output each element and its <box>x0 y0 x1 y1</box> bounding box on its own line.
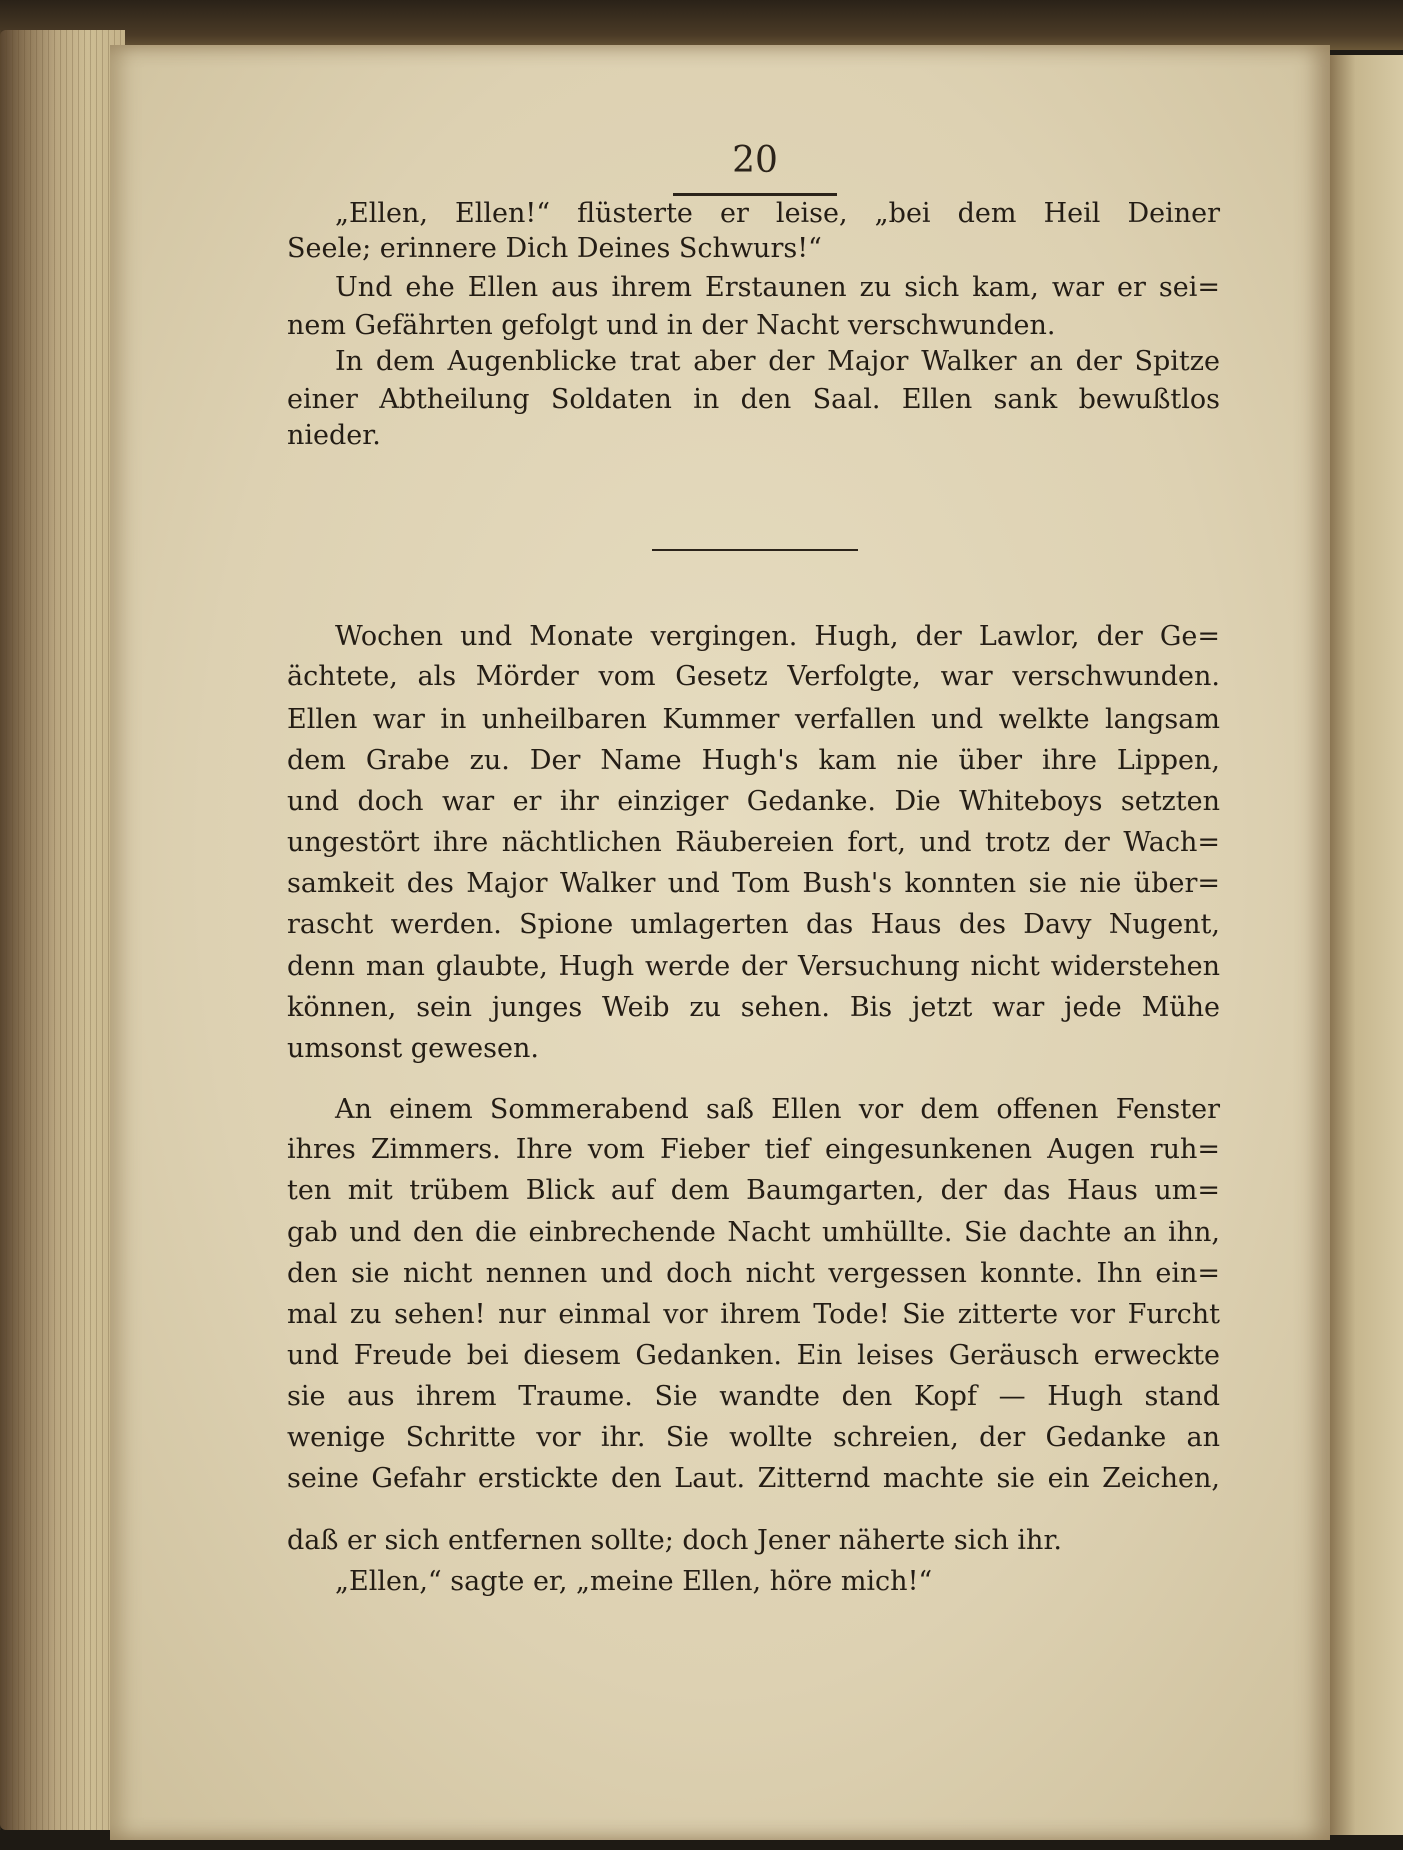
text-line: können, sein junges Weib zu sehen. Bis jetzt war jede Mühe <box>287 992 1220 1023</box>
text-line: sie aus ihrem Traume. Sie wandte den Kopf — Hugh stand <box>287 1381 1220 1412</box>
text-line: gab und den die einbrechende Nacht umhüllte. Sie dachte an ihn, <box>287 1217 1220 1248</box>
text-line: „Ellen,“ sagte er, „meine Ellen, höre mich!“ <box>335 1566 933 1597</box>
text-line: Ellen war in unheilbaren Kummer verfallen und welkte langsam <box>287 704 1220 735</box>
text-line: In dem Augenblicke trat aber der Major Walker an der Spitze <box>335 346 1220 377</box>
text-line: dem Grabe zu. Der Name Hugh's kam nie über ihre Lippen, <box>287 745 1220 776</box>
text-line: nieder. <box>287 420 381 451</box>
text-line: den sie nicht nennen und doch nicht vergessen konnte. Ihn ein= <box>287 1258 1220 1289</box>
section-divider <box>652 549 858 551</box>
text-line: nem Gefährten gefolgt und in der Nacht verschwunden. <box>287 310 1056 341</box>
page-stack-edge <box>0 30 125 1830</box>
text-line: Und ehe Ellen aus ihrem Erstaunen zu sich kam, war er sei= <box>335 272 1220 303</box>
text-line: einer Abtheilung Soldaten in den Saal. Ellen sank bewußtlos <box>287 384 1220 415</box>
text-line: seine Gefahr erstickte den Laut. Zitternd machte sie ein Zeichen, <box>287 1463 1220 1494</box>
facing-page-edge <box>1330 55 1403 1835</box>
text-line: und Freude bei diesem Gedanken. Ein leises Geräusch erweckte <box>287 1340 1220 1371</box>
text-line: und doch war er ihr einziger Gedanke. Die Whiteboys setzten <box>287 786 1220 817</box>
text-line: samkeit des Major Walker und Tom Bush's konnten sie nie über= <box>287 868 1220 899</box>
text-line: rascht werden. Spione umlagerten das Haus des Davy Nugent, <box>287 909 1220 940</box>
text-line: An einem Sommerabend saß Ellen vor dem offenen Fenster <box>335 1094 1220 1125</box>
text-line: wenige Schritte vor ihr. Sie wollte schreien, der Gedanke an <box>287 1422 1220 1453</box>
text-line: ten mit trübem Blick auf dem Baumgarten, der das Haus um= <box>287 1175 1220 1206</box>
text-line: Wochen und Monate vergingen. Hugh, der Lawlor, der Ge= <box>335 621 1220 652</box>
text-line: umsonst gewesen. <box>287 1033 539 1064</box>
text-line: mal zu sehen! nur einmal vor ihrem Tode! Sie zitterte vor Furcht <box>287 1299 1220 1330</box>
text-line: ihres Zimmers. Ihre vom Fieber tief eingesunkenen Augen ruh= <box>287 1134 1220 1165</box>
text-line: daß er sich entfernen sollte; doch Jener näherte sich ihr. <box>287 1525 1062 1556</box>
text-line: denn man glaubte, Hugh werde der Versuchung nicht widerstehen <box>287 951 1220 982</box>
page-number: 20 <box>732 140 778 181</box>
text-line: ungestört ihre nächtlichen Räubereien fort, und trotz der Wach= <box>287 827 1220 858</box>
text-line: ächtete, als Mörder vom Gesetz Verfolgte, war verschwunden. <box>287 661 1220 692</box>
text-line: Seele; erinnere Dich Deines Schwurs!“ <box>287 233 822 264</box>
book-cover-edge <box>0 0 1403 50</box>
text-line: „Ellen, Ellen!“ flüsterte er leise, „bei dem Heil Deiner <box>335 198 1220 229</box>
